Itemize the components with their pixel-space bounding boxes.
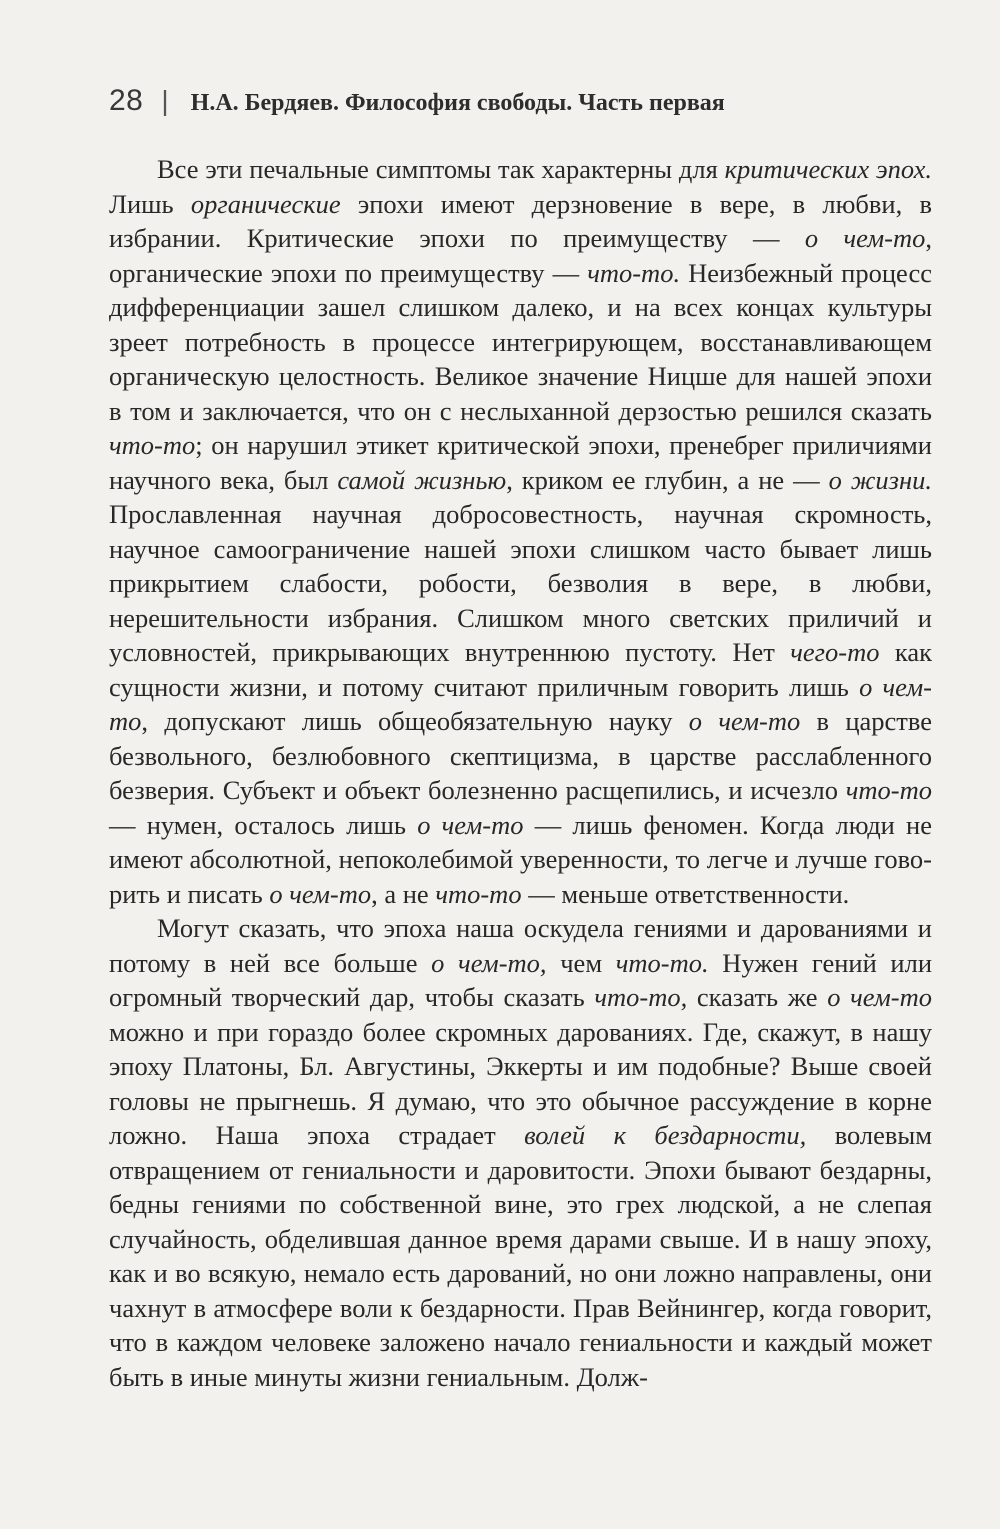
body-text	[109, 152, 932, 1394]
italic-text: о чем-то	[109, 671, 932, 736]
text-run: , криком ее глубин, а не —	[506, 464, 829, 495]
text-run: Неизбежный процесс дифференциации зашел слишком далеко, и на всех концах культуры зреет потребность в процессе интегрирующем, восстанавливающем органическую целостность. Великое значение Ницше для нашей эпохи в том и заключается, что он с неслыханной дерзостью решился сказать	[109, 257, 932, 426]
italic-text: о чем-то	[827, 982, 932, 1012]
italic-text: о чем-то	[417, 809, 524, 840]
italic-text: что-то.	[615, 947, 709, 978]
text-run: Нужен гений или огромный творческий дар, чтобы сказать	[109, 947, 933, 1012]
text-run: в царстве безвольного, безлюбовного скептицизма, в царстве расслабленного безверия. Субъект и объект болезненно расщепились, и исчезло	[109, 706, 932, 805]
italic-text: что-то,	[594, 982, 688, 1012]
text-run: , допускают лишь общеобязательную науку	[141, 706, 689, 736]
paragraph	[109, 152, 932, 911]
italic-text: органические	[190, 188, 341, 219]
text-run: волевым отвращением от гениальности и даровитости. Эпохи бывают бездарны, бедны гениями по собственной вине, это грех людской, а не слепая случайность, обделившая данное время дарами свыше. И в нашу эпоху, как и во всякую, немало есть дарований, но они ложно направлены, они чахнут в атмосфере воли к бездарности. Прав Вейнингер, когда говорит, что в каждом человеке заложено начало гениальности и каждый может быть в иные минуты жизни гениальным. Долж-	[109, 1120, 932, 1392]
text-run: — меньше ответственности.	[521, 878, 850, 909]
italic-text: о чем-то,	[431, 947, 547, 978]
text-run: эпохи имеют дерзновение в вере, в любви, в избрании. Критические эпохи по преимуществу —	[109, 188, 932, 253]
text-run: Лишь	[109, 188, 191, 219]
text-run: Могут сказать, что эпоха наша оскудела гениями и дарованиями и потому в ней все больше	[109, 913, 932, 978]
text-run: Все эти печальные симптомы так характерны для	[157, 154, 725, 184]
italic-text: критических эпох.	[724, 154, 932, 184]
italic-text: что-то	[845, 775, 932, 805]
text-run: сказать же	[687, 982, 828, 1012]
italic-text: что-то	[435, 878, 522, 909]
text-run: , а не	[371, 878, 436, 909]
italic-text: о чем-то	[269, 878, 372, 909]
header-separator: |	[161, 85, 169, 116]
text-run: можно и при гораздо более скромных дарованиях. Где, скажут, в нашу эпоху Платоны, Бл. Августины, Эккерты и им подобные? Выше своей головы не прыгнешь. Я думаю, что это обычное рассуждение в корне ложно. Наша эпоха страдает	[109, 1016, 932, 1150]
italic-text: что-то	[109, 430, 196, 460]
text-run: , органические эпохи по преимуществу —	[109, 223, 932, 288]
text-run: Прославленная научная добросовестность, научная скромность, научное самоограничение нашей эпохи слишком часто бывает лишь прикрытием слабости, робости, безволия в вере, в любви, нерешительности избрания. Слишком много светских приличий и условностей, прикрывающих внутреннюю пустоту. Нет	[109, 499, 932, 667]
text-run: — лишь феномен. Когда люди не имеют абсолютной, непоколебимой уверенности, то легче и лучше говорить и писать	[109, 809, 933, 909]
italic-text: что-то.	[587, 257, 681, 288]
text-run: как сущности жизни, и потому считают приличным говорить лишь	[109, 637, 932, 702]
page-header	[109, 84, 940, 118]
text-run: ; он нарушил этикет критической эпохи, пренебрег приличиями научного века, был	[109, 430, 932, 495]
italic-text: о жизни.	[828, 464, 933, 495]
text-run: — нумен, осталось лишь	[109, 809, 418, 840]
italic-text: волей к бездарности,	[524, 1120, 807, 1150]
italic-text: самой жизнью	[337, 464, 507, 495]
page-number: 28	[109, 84, 144, 117]
text-run: чем	[546, 947, 616, 978]
italic-text: о чем-то	[804, 223, 926, 253]
italic-text: о чем-то	[688, 706, 801, 736]
paragraph	[109, 911, 932, 1394]
italic-text: чего-то	[790, 637, 880, 667]
running-title: Н.А. Бердяев. Философия свободы. Часть первая	[190, 90, 725, 116]
